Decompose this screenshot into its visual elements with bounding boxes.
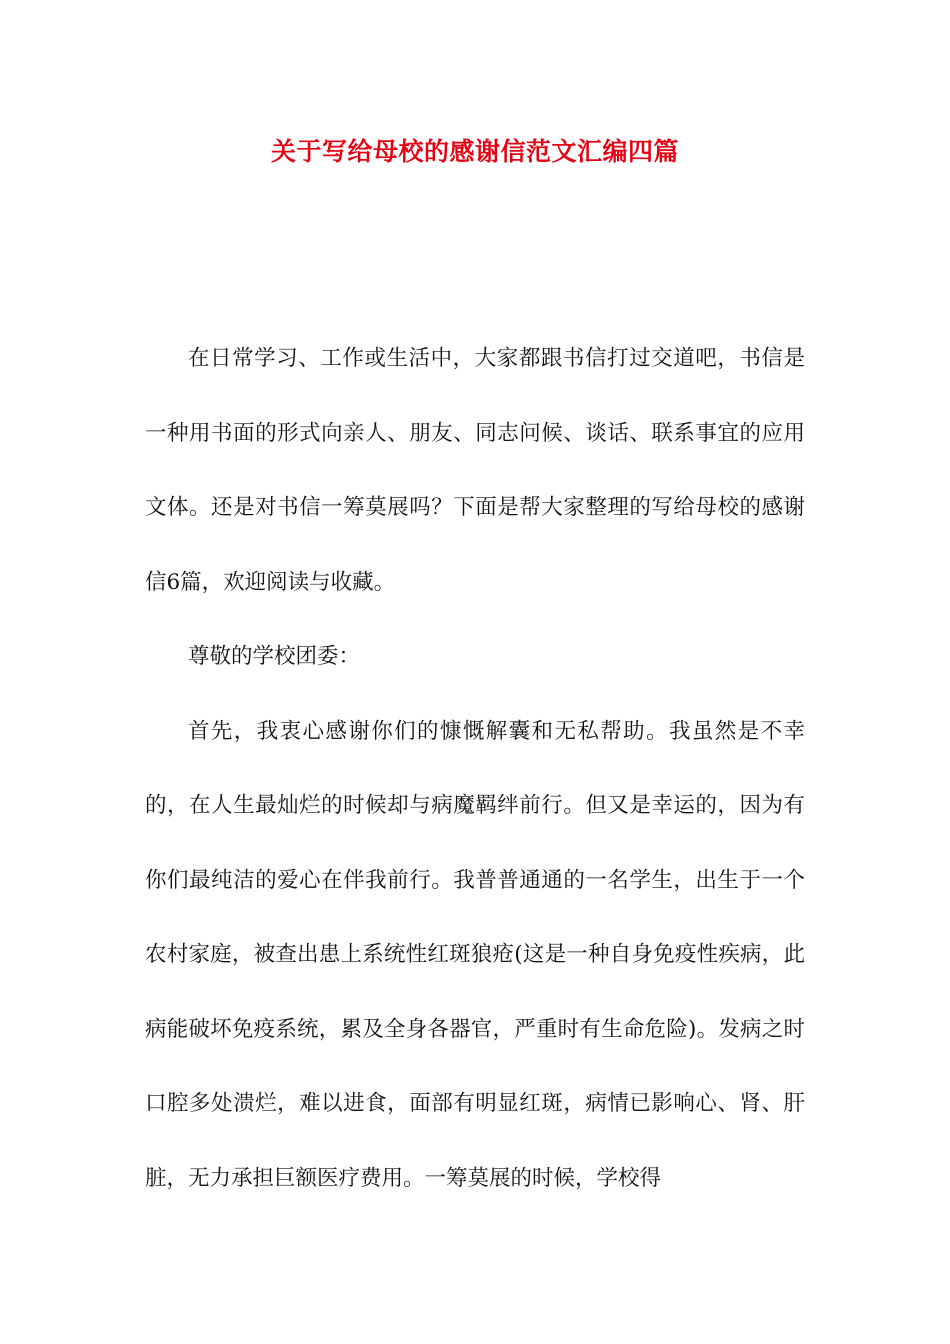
letter-paragraph: 首先，我衷心感谢你们的慷慨解囊和无私帮助。我虽然是不幸的，在人生最灿烂的时候却与病魔羁绊前行。但又是幸运的，因为有你们最纯洁的爱心在伴我前行。我普普通通的一名学生，出生于一个农村家庭，被查出患上系统性红斑狼疮(这是一种自身免疫性疾病，此病能破坏免疫系统，累及全身各器官，严重时有生命危险)。发病之时口腔多处溃烂，难以进食，面部有明显红斑，病情已影响心、肾、肝脏，无力承担巨额医疗费用。一筹莫展的时候，学校得	[145, 718, 805, 1191]
intro-paragraph: 在日常学习、工作或生活中，大家都跟书信打过交道吧，书信是一种用书面的形式向亲人、朋友、同志问候、谈话、联系事宜的应用文体。还是对书信一筹莫展吗？下面是帮大家整理的写给母校的感谢信6篇，欢迎阅读与收藏。	[145, 346, 805, 595]
document-title: 关于写给母校的感谢信范文汇编四篇	[270, 137, 679, 166]
document-body	[145, 322, 805, 1216]
salutation-paragraph: 尊敬的学校团委：	[188, 644, 361, 669]
